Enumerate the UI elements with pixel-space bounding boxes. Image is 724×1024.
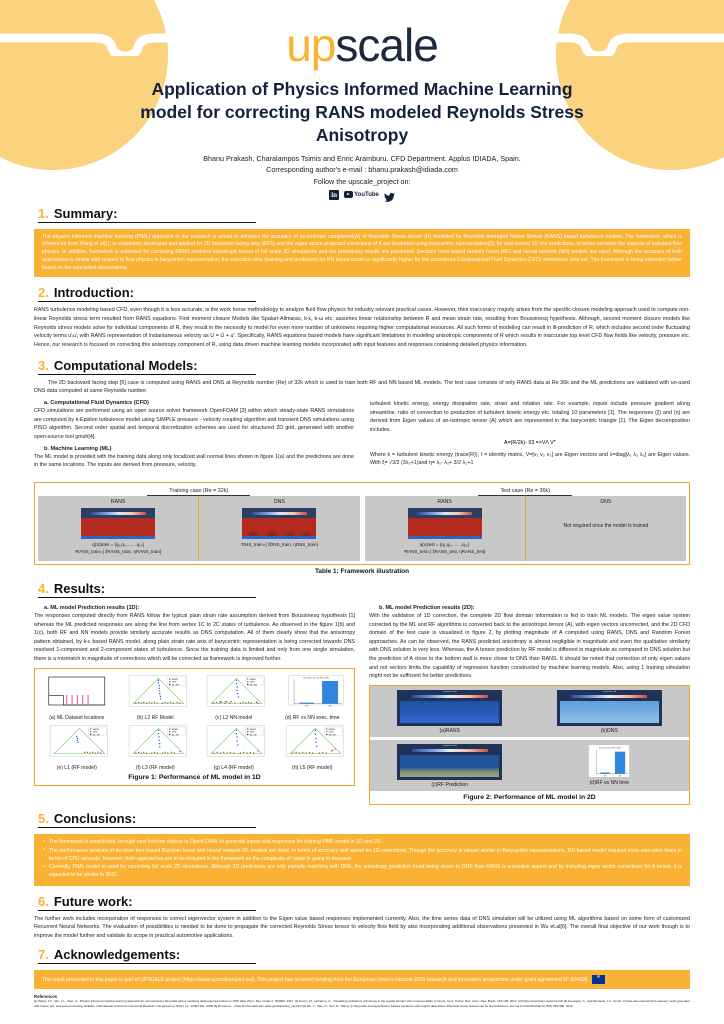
figure1-panel-e	[39, 723, 115, 771]
svg-text:Execution time for RF vs NN: Execution time for RF vs NN	[599, 747, 621, 750]
training-cells	[38, 496, 360, 561]
section-summary	[0, 206, 724, 278]
eu-flag-icon	[592, 975, 605, 984]
svg-text:DNS: DNS	[249, 731, 255, 734]
figure2-panel-c	[370, 744, 530, 788]
section-acknowledgements	[0, 947, 724, 990]
svg-text:ML_RF: ML_RF	[92, 734, 100, 737]
rf-vs-nn-time-bar-chart	[587, 744, 631, 778]
figure1-caption-h: (h) L5 (RF model)	[292, 764, 333, 771]
introduction-number: 2.	[38, 285, 49, 301]
logo-up-text: up	[286, 19, 336, 71]
conclusions-heading	[38, 811, 256, 828]
results-1d-subhead: a. ML model Prediction results (1D):	[44, 604, 140, 611]
svg-text:DNS: DNS	[328, 731, 333, 734]
figure1-grid	[39, 673, 350, 771]
figure1-panel-g	[196, 723, 272, 771]
computational-models-number: 3.	[38, 357, 49, 373]
figure1-caption-c: (c) L2 NN model	[215, 714, 253, 721]
results-1d-body: The responses computed directly from RANS follow the typical plain strain rate assumption derived from Boussinesq hypothesis [1] whereas the ML predicted responses are along the line from vertex 1C to 2C states of turbulence. As observed in the figure 1(b) and 1(c), both RF and NN models provide similarly accurate results as DNS computation. All of them clearly show that the anisotropy pattern obtained, by k-ε based RANS model, along plain strain rate axis of barycentric representation is being corrected towards DNS resolved 1-component and 2-component states of turbulence. Since the training data is limited and only from one single simulation, there is a mismatch in magnitude of corrections which will be corrected as framework is improved further.	[34, 612, 355, 663]
test-cells	[365, 496, 687, 561]
figure1-panel-c	[196, 673, 272, 721]
social-links	[0, 190, 724, 200]
training-case-header	[38, 486, 360, 496]
youtube-glyph	[344, 191, 353, 198]
introduction-title: Introduction:	[53, 285, 134, 301]
ml-dataset-locations-plot	[39, 673, 115, 713]
execution-time-bar-chart	[275, 673, 351, 713]
training-dns-cell	[198, 496, 359, 561]
youtube-icon[interactable]	[344, 190, 379, 200]
page-title: Application of Physics Informed Machine Learning model for correcting RANS modeled Reynolds Stress Anisotropy	[140, 79, 584, 145]
follow-line: Follow the upscale_project on:	[313, 176, 411, 186]
test-case-label: Test case (Re = 36k)	[478, 488, 572, 496]
figure2-row-1	[370, 686, 689, 737]
results-left-column	[34, 605, 355, 805]
results-2d-body: With the validation of 1D correction, the complete 2D flow domain information is fed to train ML models. The eigen value system corrected by the ML and RF algorithms is converted back to the anisotropic tensor (A), with eigen vectors uncorrected, and the 2D CFD domain of the test case is visualized in figure 2, by plotting magnitude of A computed using RANS, DNS and Random Forest approaches. As can be observed, the RANS predicted anisotropy is almost negligible in magnitude and even the qualitative similarity with DNS solution is very less. Whereas, the A tensor prediction by RF model is different in magnitude as compared to DNS solution but the prediction of A close to the bottom wall is more closer to DNS than RANS. It should be noted that correction of only eigen values and not vectors limits the capability of regression function constructed by machine learning models. Also, using 1 training simulation might not be sufficient for better predictions.	[369, 612, 690, 680]
figure1-title: Figure 1: Performance of ML model in 1D	[128, 773, 261, 781]
ml-subhead: b. Machine Learning (ML)	[44, 445, 112, 452]
future-work-title: Future work:	[53, 893, 133, 909]
author-line: Bhanu Prakash, Charalampos Tsimis and Enric Aramburu. CFD Department. Applus IDIADA, Spain.	[203, 154, 521, 164]
summary-number: 1.	[38, 205, 49, 221]
figure1-panel-b	[118, 673, 194, 721]
svg-text:RANS: RANS	[92, 728, 99, 731]
upscale-logo	[0, 19, 724, 71]
figure2-caption-d: (d)RF vs NN time	[589, 780, 629, 787]
section-conclusions	[0, 811, 724, 886]
figure1-caption-e: (e) L1 (RF model)	[56, 764, 97, 771]
svg-text:RF: RF	[305, 705, 308, 708]
training-dns-title: DNS	[273, 498, 285, 505]
section-future-work	[0, 894, 724, 941]
figure1-caption-g: (g) L4 (RF model)	[213, 764, 254, 771]
svg-text:RANS: RANS	[328, 728, 335, 731]
conclusions-box	[34, 834, 690, 886]
test-case-header	[365, 486, 687, 496]
test-rans-image	[408, 508, 482, 539]
summary-title: Summary:	[53, 205, 118, 221]
svg-text:RF: RF	[604, 775, 607, 778]
references-body: [1] Wang, J.X., Wu, J.L., Xiao, H., Physics informed machine learning approach for reconstructing Reynolds stress modeling discrepancies based on DNS data, Phys. Rev. Fluids 2, 034603, 2017. [2] Emory, M., Iaccarino, G., Visualizing turbulence anisotropy in the spatial domain with componentality contours, Cent. Turbul. Res. Annu. Res. Briefs, 123-138, 2014. [3] https://openfoam.org/version/6 [4] Geuzaine, C., and Remacle, J.F., Gmsh: a three-dimensional finite element mesh generator with built-in pre- and post-processing facilities, International Journal for Numerical Methods in Engineering 79(11), pp. 1309-1331, 2009 [5] Romano,L., https://turbmodels.larc.nasa.gov/backstep_val.html [6] Wu, J., Xiao, H., Sun, R., Wang, Q. Reynolds-averaged Navier-Stokes equations with explicit data-driven Reynolds stress closure can be ill-conditioned, Journal of Fluid Mechanics, 869, 553-586, 2019	[34, 999, 690, 1008]
figure2-panel-d	[530, 744, 690, 788]
figure2-title: Figure 2: Performance of ML model in 2D	[463, 794, 596, 802]
figure2-caption-c: (c)RF Prediction	[431, 782, 469, 789]
framework-test-half	[365, 486, 687, 561]
svg-text:DNS: DNS	[92, 731, 98, 734]
figure2-box	[369, 685, 690, 805]
computational-models-heading	[38, 358, 256, 375]
section-results	[0, 581, 724, 805]
introduction-body: RANS turbulence modeling based CFD, even though it is less accurate, is the work horse methodology to analyze fluid flow physics for industry relevant practical cases. However, their inaccuracy majorly arises from the specific closure modeling approach used to compute non-linear Reynolds stress term resulted from RANS equations. First moment closure Models like Spalart-Allmaras, k-ε, k-ω etc. assumes linear relationship between R and mean strain rate, resulting from Boussinesq hypothesis. Although, second moment closure models like Reynolds stress models solve for individual components of R, they result in the necessity to model for even more number of unknowns requiring higher computational resources. All such forms of modeling can result in ill-prediction of R, which includes second order fluctuating velocity terms u'ᵢu'ⱼ with RANS representation of instantaneous velocity as U = Ū + u'. Specifically, RANS equations based models have significant limitations in modeling anisotropic components of R which results in inaccurate top level CFD flow fields like velocity, pressure etc. Hence, our research is focused on correcting this anisotropy component of R, using data driven machine learning models incorporated with input features and responses containing detailed physics information.	[34, 307, 690, 349]
cfd-body: CFD simulations are performed using an open source solver framework OpenFOAM [3] within which steady-state RANS simulations are computed by k-Epsilon turbulence model using SIMPLE pressure - velocity coupling algorithm and transient DNS simulations using PISO algorithm. Second order spatial and temporal discretization schemes are used for structured 2D grid, generated with another open-source tool gmsh[4].	[34, 407, 354, 440]
test-rans-cell	[365, 496, 525, 561]
training-rans-title: RANS	[110, 498, 126, 505]
results-columns	[0, 605, 724, 805]
references-heading: References	[34, 994, 58, 1000]
svg-text:ML_RF: ML_RF	[249, 734, 257, 737]
eigen-decomposition-equation: A=(R/2k)- I/3 =>VΛ Vᵀ	[504, 439, 556, 446]
introduction-heading	[38, 285, 256, 302]
test-rans-eq2: ʳRANS_test={ ξRANS_test, ηRANS_test}	[403, 548, 486, 554]
svg-text:DNS: DNS	[171, 731, 176, 734]
svg-text:ML_RF: ML_RF	[171, 734, 179, 737]
eigen-definitions-body: Where k = turbulent kinetic energy (trace(R)), I = identity matrix, V=[v₁ v₂ v₃] are Eigen vectors and λ=diag[λ₁ λ₂ λ₃] are Eigen values. With ξ= √3/2 (3λ₃+1)and η= λ₁- λ₃+ 3/2 λ₂+1	[370, 451, 690, 467]
figure2-row-2	[370, 740, 689, 791]
svg-text:NN: NN	[328, 705, 331, 708]
cfd-subhead: a. Computational Fluid Dynamics (CFD)	[44, 399, 150, 406]
figure1-caption-b: (b) L2 RF Model	[136, 714, 174, 721]
future-work-number: 6.	[38, 893, 49, 909]
figure1-caption-d: (d) RF vs NN exec. time	[285, 714, 340, 721]
test-dns-note: Not required once the model is trained	[563, 522, 649, 529]
youtube-label: YouTube	[354, 191, 379, 198]
figure2-panel-b	[530, 690, 690, 734]
ml-body: The ML model is provided with the training data along only localized wall normal lines shown in figure 1(a) and the predictions are done in the same locations. The inputs are derived from pressure, velocity,	[34, 453, 354, 469]
acknowledgements-number: 7.	[38, 946, 49, 962]
svg-text:Execution time for RF vs NN: Execution time for RF vs NN	[302, 677, 329, 680]
figure1-box	[34, 668, 355, 786]
figure1-panel-h	[275, 723, 351, 771]
test-rans-eq1: q(x)test = {q₁,q₂,..... ..q₁₀}	[419, 541, 470, 547]
barycentric-plot-l1-rf	[39, 723, 115, 763]
svg-text:NN: NN	[619, 775, 622, 778]
conclusions-title: Conclusions:	[53, 811, 137, 827]
list-item: • The performance analysis of decision tree based Random forest and neural network ML models are done, in terms of accuracy and speed for 1D corrections. Though the accuracy is almost similar in Barycentric representations, NN based model requires more execution times in terms of CPU seconds. However, both approaches are to be included in the framework as the complexity of cases is going to increase.	[42, 848, 682, 863]
results-heading	[38, 581, 256, 598]
list-item: • Currently, PIML model is used for correcting full scale 2D simulations. Although 2D predictions are only partially matching with DNS, the anisotropy prediction trend being closer to DNS than RANS is a positive aspect and by including eigen vector corrections for A tensor, it is expected to be similar to DNS.	[42, 864, 682, 879]
training-dns-image	[242, 508, 316, 539]
figure1-caption-a: (a) ML Dataset locations	[49, 714, 105, 721]
framework-table	[34, 482, 690, 565]
poster-header	[0, 0, 724, 200]
summary-heading	[38, 206, 256, 223]
results-title: Results:	[53, 580, 106, 596]
training-rans-eq2: ʳRANS_train={ ξRANS_train, ηRANS_train}	[74, 548, 162, 554]
acknowledgements-title: Acknowledgements:	[53, 946, 181, 962]
framework-table-caption: Table 1: Framework illustration	[315, 567, 409, 575]
section-computational-models	[0, 358, 724, 470]
rf-prediction-field-image: magnitude of A	[397, 744, 502, 780]
training-case-label: Training case (Re = 32k)	[147, 488, 250, 496]
barycentric-plot-l4-rf	[196, 723, 272, 763]
computational-models-left-column	[34, 400, 354, 470]
figure1-panel-d	[275, 673, 351, 721]
figure1-caption-f: (f) L3 (RF model)	[135, 764, 175, 771]
svg-text:ML_RF: ML_RF	[171, 684, 179, 687]
results-number: 4.	[38, 580, 49, 596]
svg-text:RANS: RANS	[171, 678, 178, 681]
figure1-panel-f	[118, 723, 194, 771]
training-rans-eq1: q(X)train = {q₁,q₂,..... ..q₁₀}	[92, 541, 145, 547]
acknowledgements-text: The result presented in this paper is part of UPSCALE project (https://www.upscaleproject.eu/). This project has received funding from the European Union's Horizon 2020 research and innovation programme under grant agreement N° 824306.	[42, 976, 589, 983]
figure1-panel-a	[39, 673, 115, 721]
corresponding-email: Corresponding author's e-mail : bhanu.prakash@idiada.com	[266, 165, 458, 175]
dns-field-image: magnitude of A	[557, 690, 662, 726]
logo-scale-text: scale	[335, 19, 438, 71]
svg-text:RANS: RANS	[249, 678, 256, 681]
svg-text:RANS: RANS	[171, 728, 178, 731]
barycentric-plot-l2-rf	[118, 673, 194, 713]
computational-models-right-column	[370, 400, 690, 470]
svg-text:DNS: DNS	[249, 681, 255, 684]
test-dns-title: DNS	[600, 498, 612, 505]
conclusions-list	[42, 839, 682, 880]
list-item: • The framework is established, through new function objects in OpenFOAM, to generate inputs and responses for training PIML model in 1D and 2D.	[42, 839, 682, 847]
test-dns-cell	[525, 496, 686, 561]
svg-text:ML_RF: ML_RF	[328, 734, 336, 737]
rans-field-image: magnitude of A	[397, 690, 502, 726]
results-right-column	[369, 605, 690, 805]
computational-models-columns	[0, 400, 724, 470]
linkedin-icon[interactable]: in	[329, 190, 339, 200]
figure2-caption-a: (a)RANS	[439, 728, 460, 735]
training-rans-cell	[38, 496, 198, 561]
svg-text:RANS: RANS	[249, 728, 256, 731]
barycentric-plot-l3-rf	[118, 723, 194, 763]
future-work-heading	[38, 894, 256, 911]
acknowledgements-box	[34, 970, 690, 990]
future-work-body: The further work includes incorporation of responses to correct eigenvector system in addition to the Eigen value based responses implemented currently. Also, the time series data of DNS simulation will be utilized using ML algorithms based on some form of customized Recurrent Neural Networks. The evaluation of possibilities is needed to be done to propagate the corrected Reynolds Stress tensor to velocity flow field by also incorporating additional observations presented in Wu et.al[6]. The overall final objective of our work though is to improve the model further and validate its scope in practical automotive applications.	[34, 915, 690, 940]
figure2-caption-b: (b)DNS	[600, 728, 618, 735]
svg-text:ML_NN: ML_NN	[249, 684, 258, 687]
training-dns-eq1: ʳDNS_train={ ξDNS_train, ηDNS_train}	[240, 541, 318, 547]
svg-text:DNS: DNS	[171, 681, 176, 684]
framework-training-half	[38, 486, 360, 561]
barycentric-plot-l2-nn	[196, 673, 272, 713]
test-rans-title: RANS	[437, 498, 452, 505]
conclusions-number: 5.	[38, 811, 49, 827]
summary-box: The physics informed machine learning (PIML) approach in our research is aimed to enhance the accuracy of an-isotropic component(A) of Reynolds Stress tensor (R) modelled by Reynolds Averaged Navier Stokes (RANS) based turbulence models. The framework, which is referenced from Wang et.al[1], is completely developed and applied for 2D backward facing step (BFS) and the eigen space projected corrections of A are illustrated using barycentric representation[2], for wall normal 1D line predictions, to better correlate the aspects of turbulent flow physics. In addition, framework is extended for correcting RANS modeled anisotropic tensor in full scale 2D simulations and the preliminary results are presented. Decision trees based random forest (RF) and neural network (NN) models are used. Although the accuracy of both approaches is similar with respect to flow physics in barycentric representation, the execution time (training and prediction) for NN based model is significantly higher for the considered Computational Fluid Dynamics (CFD) simulations data set. The framework is being extended further based on the concluded observations.	[34, 229, 690, 278]
computational-models-intro: The 2D backward facing step [5] case is computed using RANS and DNS at Reynolds number (Re) of 32k which is used to train both RF and NN based ML models. The test case consists of only RANS data at Re 36k and the ML predictions are validated with un-used DNS data computed at same Reynolds number.	[34, 379, 690, 395]
figure2-panel-a	[370, 690, 530, 734]
barycentric-plot-l5-rf	[275, 723, 351, 763]
section-introduction	[0, 285, 724, 349]
ml-inputs-body: turbulent kinetic energy, energy dissipation rate, strain and rotation rate. For example, inputs include pressure gradient along streamline, ratio of convection to production of turbulent kinetic energy etc. totaling 10 parameters [1]. The responses (ξ) and (η) are derived from Eigen values of an-isotropic tensor (A) which are represented in the barycentric triangle [1]. The Eigen decomposition includes.	[370, 400, 690, 433]
training-rans-image	[81, 508, 155, 539]
results-2d-subhead: b. ML model Prediction results (2D):	[379, 604, 475, 611]
acknowledgements-heading	[38, 947, 256, 964]
twitter-icon[interactable]	[384, 190, 395, 200]
computational-models-title: Computational Models:	[53, 357, 198, 373]
